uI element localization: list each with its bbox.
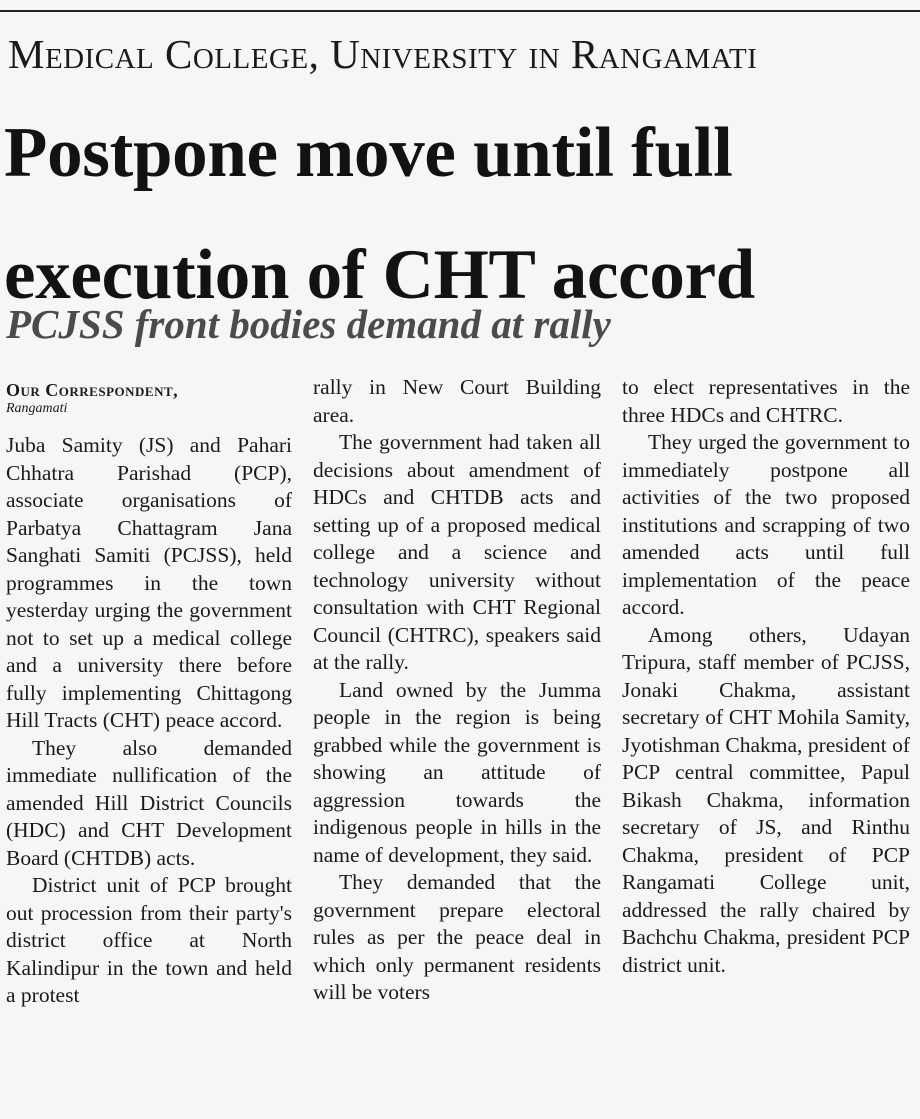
headline-line-1: Postpone move until full	[4, 114, 733, 192]
deck-subheadline: PCJSS front bodies demand at rally	[6, 301, 611, 347]
paragraph: Land owned by the Jumma people in the region is being grabbed while the government is showing an attitude of aggression towards the indigenous people in hills in the name of development, they said.	[313, 677, 601, 867]
paragraph: They also demanded immediate nullification of the amended Hill District Councils (HDC) and CHT Development Board (CHTDB) acts.	[6, 735, 292, 870]
column-2	[313, 374, 601, 1119]
column-3	[622, 374, 910, 1119]
paragraph: District unit of PCP brought out procession from their party's district office at North Kalindipur in the town and held a protest	[6, 873, 292, 1007]
kicker: Medical College, University in Rangamati	[8, 31, 758, 77]
paragraph: Among others, Udayan Tripura, staff member of PCJSS, Jonaki Chakma, assistant secretary of CHT Mohila Samity, Jyotishman Chakma, president of PCP central committee, Papul Bikash Chakma, information secretary of JS, and Rinthu Chakma, president of PCP Rangamati College unit, addressed the rally chaired by Bachchu Chakma, president PCP district unit.	[622, 622, 910, 977]
byline: Our Correspondent,	[6, 380, 179, 400]
paragraph: to elect representatives in the three HDCs and CHTRC.	[622, 375, 910, 427]
headline-line-2: execution of CHT accord	[4, 236, 755, 314]
column-1	[6, 374, 292, 1119]
paragraph: The government had taken all decisions about amendment of HDCs and CHTDB acts and setting up of a proposed medical college and a science and technology university without consultation with CHT Regional Council (CHTRC), speakers said at the rally.	[313, 430, 601, 674]
top-rule	[0, 10, 920, 12]
paragraph: Juba Samity (JS) and Pahari Chhatra Parishad (PCP), associate organisations of Parbatya Chattagram Jana Sanghati Samiti (PCJSS), held programmes in the town yesterday urging the government not to set up a medical college and a university there before fully implementing Chittagong Hill Tracts (CHT) peace accord.	[6, 433, 292, 732]
article-body	[0, 374, 920, 1119]
paragraph: They urged the government to immediately postpone all activities of the two proposed institutions and scrapping of two amended acts until full implementation of the peace accord.	[622, 430, 910, 619]
paragraph: They demanded that the government prepare electoral rules as per the peace deal in which only permanent residents will be voters	[313, 870, 601, 1004]
dateline: Rangamati	[6, 401, 68, 416]
paragraph: rally in New Court Building area.	[313, 375, 601, 427]
